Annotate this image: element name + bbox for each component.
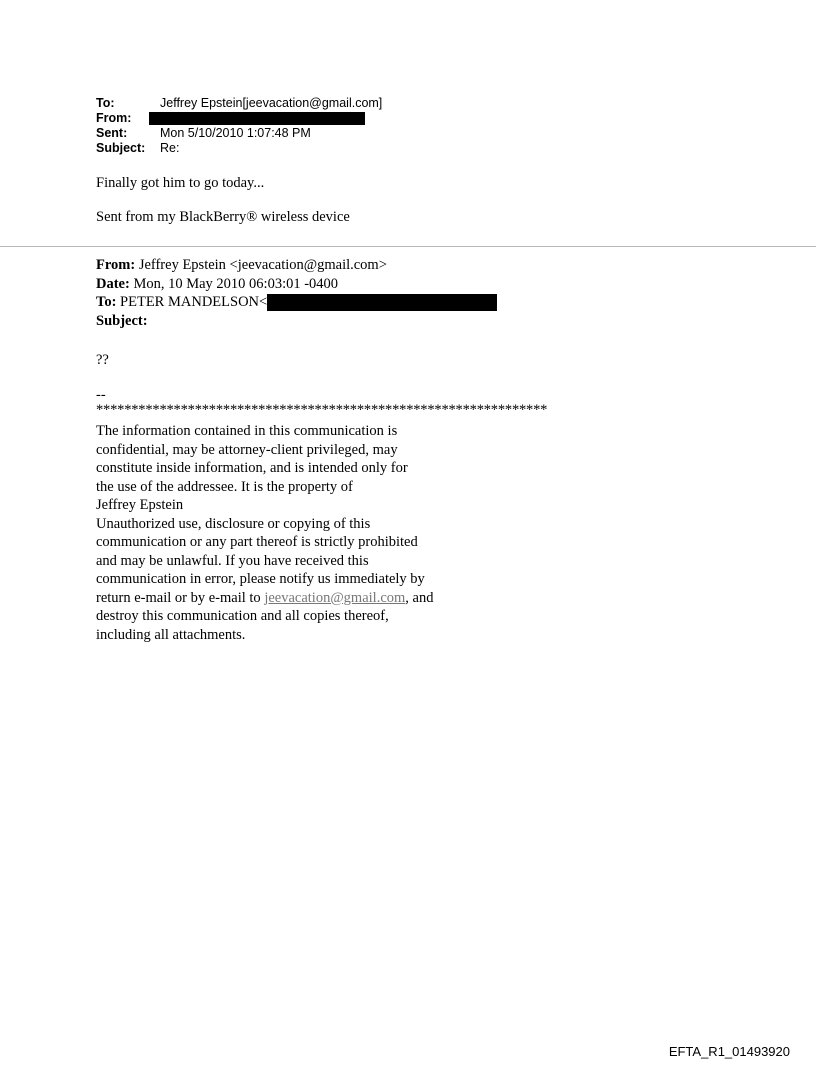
asterisk-divider: **************************************************************** [96, 402, 548, 418]
message-body-line: Finally got him to go today... [96, 175, 265, 191]
to-value: Jeffrey Epstein[jeevacation@gmail.com] [160, 96, 383, 110]
quoted-header [96, 256, 497, 330]
quoted-from-label: From: [96, 257, 136, 273]
disclaimer-line: confidential, may be attorney-client privileged, may [96, 441, 398, 458]
quoted-body: ?? [96, 352, 109, 368]
subject-label: Subject: [96, 141, 146, 155]
disclaimer-line: Unauthorized use, disclosure or copying of this [96, 515, 371, 532]
email-link[interactable]: jeevacation@gmail.com [264, 589, 406, 606]
disclaimer-line [96, 589, 496, 608]
disclaimer-text: return e-mail or by e-mail to [96, 589, 265, 606]
disclaimer-line: and may be unlawful. If you have received this [96, 552, 369, 569]
to-row [96, 96, 382, 111]
disclaimer-line: including all attachments. [96, 626, 246, 643]
document-id: EFTA_R1_01493920 [668, 1044, 790, 1059]
quoted-date-label: Date: [96, 275, 130, 292]
disclaimer-line: communication in error, please notify us immediately by [96, 571, 425, 587]
to-label: To: [96, 96, 115, 110]
subject-value: Re: [160, 141, 180, 155]
sent-row [96, 126, 382, 141]
email-header [96, 96, 382, 156]
quoted-to-row [96, 293, 497, 312]
confidentiality-disclaimer [96, 422, 496, 644]
disclaimer-line: the use of the addressee. It is the property of [96, 478, 353, 495]
redaction-bar [267, 294, 497, 311]
sent-value: Mon 5/10/2010 1:07:48 PM [160, 126, 311, 140]
quoted-to-label: To: [96, 294, 117, 310]
disclaimer-line: destroy this communication and all copies thereof, [96, 608, 389, 624]
message-divider [0, 246, 816, 247]
quoted-from-value: Jeffrey Epstein <jeevacation@gmail.com> [135, 257, 387, 273]
disclaimer-line: The information contained in this communication is [96, 423, 398, 439]
disclaimer-line: Jeffrey Epstein [96, 497, 184, 513]
from-label: From: [96, 111, 132, 125]
quoted-subject-label: Subject: [96, 312, 148, 329]
disclaimer-line: communication or any part thereof is strictly prohibited [96, 534, 418, 550]
quoted-date-row [96, 275, 497, 294]
redaction-bar [149, 112, 365, 125]
signature-dash: -- [96, 387, 106, 403]
disclaimer-line: constitute inside information, and is intended only for [96, 460, 408, 476]
signature-line: Sent from my BlackBerry® wireless device [96, 209, 350, 225]
quoted-from-row [96, 256, 497, 275]
subject-row [96, 141, 382, 156]
quoted-to-value: PETER MANDELSON< [116, 294, 268, 310]
from-row [96, 111, 382, 126]
quoted-date-value: Mon, 10 May 2010 06:03:01 -0400 [129, 275, 339, 292]
sent-label: Sent: [96, 126, 128, 140]
quoted-subject-row [96, 312, 497, 331]
disclaimer-text: , and [405, 589, 434, 606]
